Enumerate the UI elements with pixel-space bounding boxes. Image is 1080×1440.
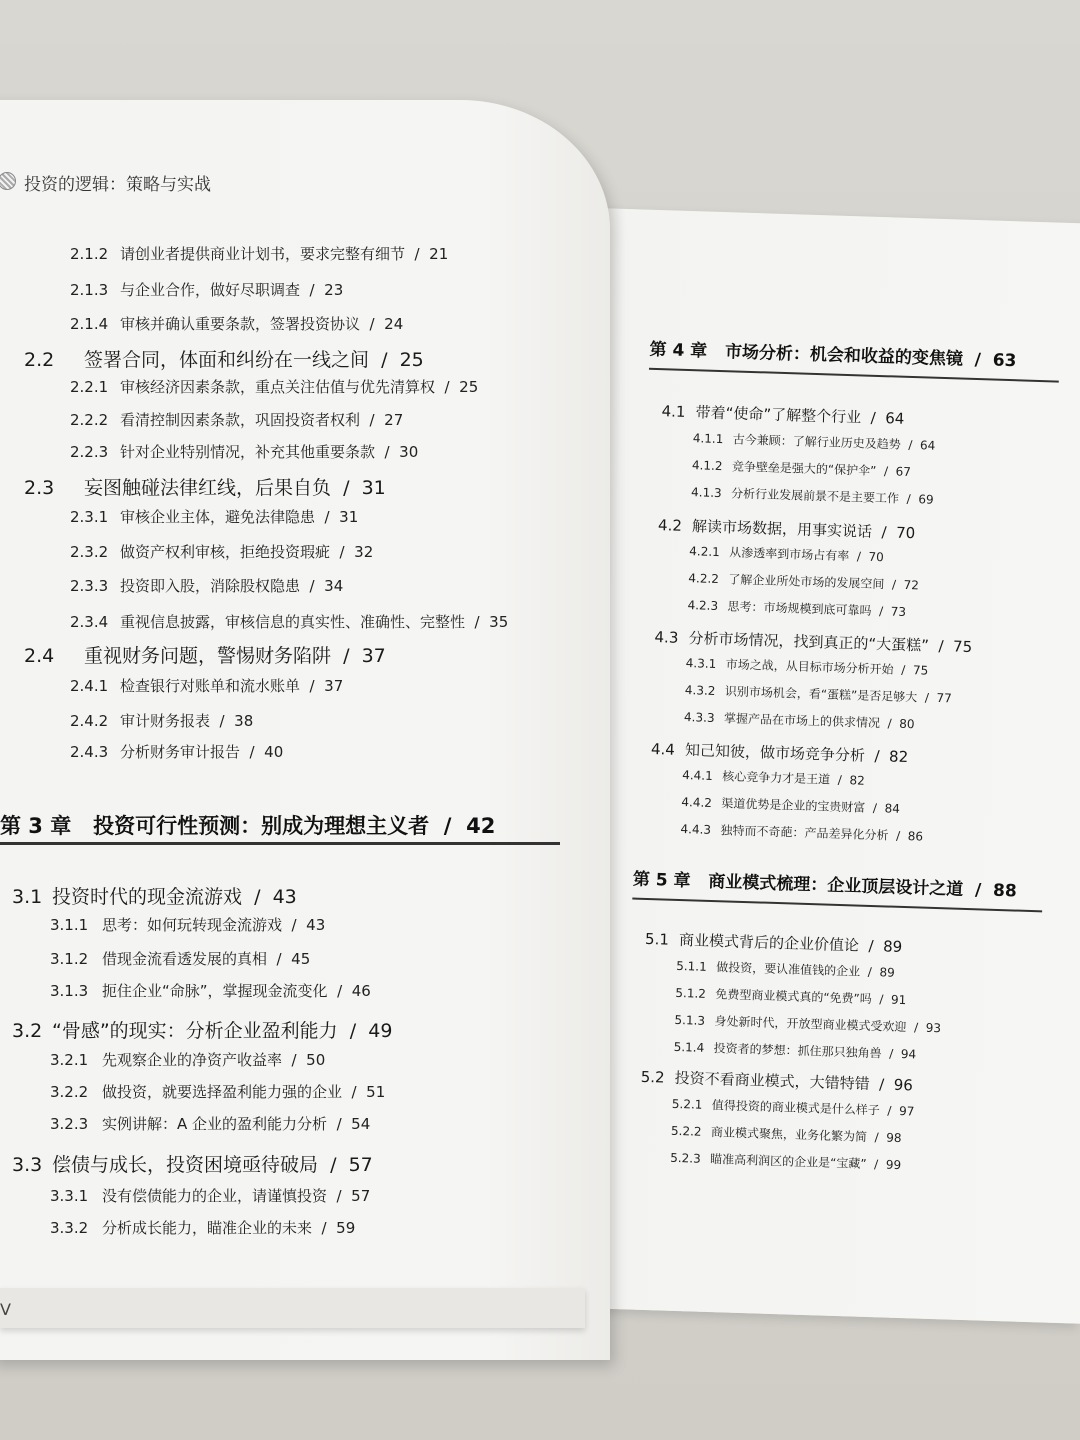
- toc-entry-number: 2.1.2: [70, 245, 109, 263]
- toc-entry-page: 98: [886, 1130, 902, 1146]
- chapter-title: 市场分析：机会和收益的变焦镜: [724, 342, 964, 370]
- toc-entry-title: 解读市场数据，用事实说话: [691, 517, 873, 541]
- toc-entry-number: 2.3: [24, 477, 55, 499]
- toc-entry-page: 35: [489, 613, 509, 631]
- toc-separator: /: [866, 1129, 887, 1145]
- toc-entry-number: 5.1.1: [676, 958, 707, 974]
- toc-entry-number: 3.1: [12, 886, 43, 908]
- toc-separator: /: [300, 577, 325, 595]
- toc-separator: /: [300, 281, 325, 299]
- toc-separator: /: [848, 549, 869, 564]
- chapter-label: 第 4 章: [649, 339, 708, 362]
- toc-entry-page: 43: [306, 916, 326, 934]
- toc-entry-number: 2.3.2: [70, 543, 109, 561]
- chapter5-heading: [633, 864, 1018, 901]
- toc-entry-number: 4.1.1: [692, 431, 724, 447]
- toc-entry-title: 偿债与成长，投资困境亟待破局: [52, 1154, 319, 1176]
- toc-entry-title: 了解企业所处市场的发展空间: [728, 572, 885, 592]
- toc-entry-page: 97: [898, 1103, 915, 1119]
- toc-separator: /: [465, 613, 490, 631]
- toc-separator: /: [906, 1020, 926, 1035]
- toc-separator: /: [871, 603, 892, 619]
- toc-entry-page: 43: [272, 886, 297, 908]
- toc-entry-title: 投资不看商业模式，大错特错: [674, 1068, 870, 1094]
- toc-subsection-entry: [688, 569, 919, 593]
- toc-entry-title: 借现金流看透发展的真相: [102, 950, 268, 968]
- toc-subsection-entry: [70, 611, 508, 632]
- toc-section-entry: [640, 1066, 913, 1096]
- toc-entry-page: 27: [384, 411, 404, 429]
- toc-entry-number: 2.4: [24, 645, 55, 667]
- toc-separator: /: [360, 315, 385, 333]
- toc-entry-page: 57: [348, 1154, 373, 1176]
- toc-entry-number: 2.2: [24, 349, 55, 371]
- right-page: [561, 208, 1080, 1324]
- toc-entry-page: 37: [324, 677, 344, 695]
- toc-entry-page: 82: [888, 747, 909, 767]
- toc-entry-page: 89: [882, 937, 903, 956]
- toc-separator: /: [435, 378, 460, 396]
- toc-entry-number: 4.4.3: [680, 821, 712, 837]
- toc-entry-title: 分析财务审计报告: [120, 743, 241, 761]
- toc-entry-number: 5.2.3: [669, 1150, 701, 1166]
- toc-subsection-entry: [50, 914, 325, 935]
- toc-entry-title: 扼住企业“命脉”，掌握现金流变化: [102, 982, 328, 1000]
- toc-entry-title: 商业模式背后的企业价值论: [678, 930, 860, 955]
- toc-entry-number: 2.3.4: [70, 613, 109, 631]
- toc-subsection-entry: [70, 541, 373, 562]
- toc-entry-page: 69: [918, 492, 934, 507]
- toc-separator: /: [330, 543, 355, 561]
- running-header: 投资的逻辑：策略与实战: [24, 175, 211, 195]
- toc-entry-title: 重视财务问题，警惕财务陷阱: [84, 645, 332, 667]
- toc-subsection-entry: [682, 766, 865, 789]
- chapter3-heading: [0, 810, 495, 840]
- toc-subsection-entry: [70, 575, 343, 596]
- toc-entry-page: 84: [884, 801, 901, 816]
- toc-entry-number: 4.3.1: [685, 656, 717, 671]
- toc-separator: /: [331, 477, 362, 499]
- toc-entry-number: 4.2.3: [687, 598, 719, 614]
- chapter-spacer: [71, 814, 93, 838]
- toc-entry-number: 2.2.3: [70, 443, 109, 461]
- toc-separator: /: [858, 936, 884, 956]
- toc-entry-title: 做资产权利审核，拒绝投资瑕疵: [120, 543, 331, 561]
- toc-section-entry: [24, 345, 424, 372]
- toc-entry-page: 73: [890, 604, 907, 619]
- toc-entry-title: 分析市场情况，找到真正的“大蛋糕”: [688, 629, 930, 655]
- toc-entry-title: 瞄准高利润区的企业是“宝藏”: [709, 1152, 867, 1171]
- toc-separator: /: [242, 886, 273, 908]
- toc-separator: /: [898, 491, 919, 507]
- toc-entry-page: 70: [895, 523, 916, 543]
- toc-entry-page: 51: [366, 1083, 386, 1101]
- toc-entry-title: 识别市场机会，看“蛋糕”是否足够大: [724, 684, 918, 705]
- chapter-spacer: [707, 342, 725, 363]
- toc-entry-page: 49: [368, 1020, 393, 1042]
- toc-subsection-entry: [685, 681, 952, 706]
- toc-entry-number: 2.3.3: [70, 577, 109, 595]
- toc-subsection-entry: [50, 1185, 370, 1206]
- toc-separator: /: [881, 1046, 902, 1061]
- toc-entry-title: 妄图触碰法律红线，后果自负: [84, 477, 332, 499]
- toc-entry-title: 带着“使命”了解整个行业: [695, 403, 862, 427]
- toc-entry-number: 2.4.1: [70, 677, 109, 695]
- toc-subsection-entry: [70, 506, 358, 527]
- toc-subsection-entry: [681, 793, 900, 817]
- toc-entry-page: 75: [912, 663, 929, 678]
- toc-entry-page: 31: [339, 508, 359, 526]
- toc-separator: /: [282, 916, 307, 934]
- toc-separator: /: [282, 1051, 307, 1069]
- toc-separator: /: [928, 636, 954, 656]
- toc-entry-number: 5.1: [644, 929, 670, 949]
- toc-entry-title: 古今兼顾：了解行业历史及趋势: [732, 432, 901, 452]
- toc-subsection-entry: [50, 1049, 325, 1070]
- toc-entry-number: 4.3.3: [683, 710, 715, 725]
- toc-entry-number: 5.2.1: [671, 1096, 703, 1112]
- toc-entry-number: 4.1.3: [690, 485, 722, 501]
- toc-entry-title: 请创业者提供商业计划书，要求完整有细节: [120, 245, 406, 263]
- toc-entry-page: 72: [903, 577, 920, 593]
- toc-entry-title: 身处新时代，开放型商业模式受欢迎: [714, 1014, 907, 1035]
- toc-subsection-entry: [672, 1095, 915, 1120]
- toc-entry-page: 82: [849, 773, 865, 788]
- toc-entry-page: 50: [306, 1051, 326, 1069]
- toc-entry-title: 分析行业发展前景不是主要工作: [730, 486, 900, 506]
- toc-separator: /: [879, 1103, 900, 1118]
- toc-entry-number: 4.3.2: [684, 683, 716, 698]
- toc-entry-page: 91: [890, 992, 907, 1008]
- toc-entry-title: 分析成长能力，瞄准企业的未来: [102, 1219, 313, 1237]
- toc-entry-number: 3.2.2: [50, 1083, 89, 1101]
- toc-subsection-entry: [70, 243, 448, 264]
- toc-subsection-entry: [70, 409, 403, 430]
- toc-subsection-entry: [50, 1217, 355, 1238]
- toc-entry-page: 30: [399, 443, 419, 461]
- chapter-label: 第 5 章: [632, 869, 691, 892]
- toc-separator: /: [369, 349, 400, 371]
- toc-separator: /: [962, 879, 994, 901]
- toc-entry-page: 89: [879, 965, 895, 980]
- toc-separator: /: [900, 437, 921, 453]
- toc-entry-page: 24: [384, 315, 404, 333]
- toc-entry-page: 25: [399, 349, 424, 371]
- toc-entry-page: 64: [884, 409, 905, 428]
- toc-entry-number: 2.1.4: [70, 315, 109, 333]
- toc-separator: /: [318, 1154, 349, 1176]
- toc-entry-title: 值得投资的商业模式是什么样子: [711, 1098, 881, 1118]
- toc-entry-number: 4.1: [661, 402, 686, 421]
- toc-entry-number: 3.1.2: [50, 950, 89, 968]
- toc-entry-number: 5.1.3: [674, 1012, 706, 1028]
- toc-entry-title: 审核并确认重要条款，签署投资协议: [120, 315, 361, 333]
- toc-separator: /: [312, 1219, 337, 1237]
- toc-separator: /: [300, 677, 325, 695]
- toc-entry-title: 投资时代的现金流游戏: [52, 886, 243, 908]
- toc-entry-page: 25: [459, 378, 479, 396]
- toc-subsection-entry: [671, 1122, 902, 1146]
- toc-entry-title: 与企业合作，做好尽职调查: [120, 281, 301, 299]
- toc-subsection-entry: [70, 675, 343, 696]
- toc-entry-number: 2.4.3: [70, 743, 109, 761]
- toc-entry-title: 检查银行对账单和流水账单: [120, 677, 301, 695]
- toc-entry-title: 知己知彼，做市场竞争分析: [684, 741, 866, 765]
- chapter-title: 投资可行性预测：别成为理想主义者: [93, 814, 430, 838]
- toc-subsection-entry: [70, 279, 343, 300]
- chapter4-heading: [649, 335, 1017, 372]
- toc-subsection-entry: [70, 313, 403, 334]
- toc-separator: /: [917, 690, 937, 705]
- toc-subsection-entry: [50, 980, 371, 1001]
- toc-entry-number: 3.2.1: [50, 1051, 89, 1069]
- toc-entry-page: 31: [361, 477, 386, 499]
- toc-separator: /: [869, 1075, 895, 1094]
- toc-separator: /: [829, 772, 850, 788]
- toc-separator: /: [210, 712, 235, 730]
- toc-separator: /: [429, 814, 467, 838]
- chapter-label: 第 3 章: [0, 814, 72, 838]
- toc-entry-page: 93: [925, 1020, 942, 1036]
- toc-entry-number: 2.4.2: [70, 712, 109, 730]
- toc-separator: /: [879, 716, 900, 731]
- toc-entry-number: 2.2.1: [70, 378, 109, 396]
- toc-separator: /: [888, 828, 908, 844]
- toc-entry-number: 4.2: [657, 516, 683, 535]
- toc-entry-title: 竞争壁垒是强大的“保护伞”: [731, 459, 877, 478]
- toc-subsection-entry: [680, 820, 923, 845]
- toc-entry-number: 4.3: [654, 628, 679, 647]
- toc-entry-number: 5.2.2: [670, 1123, 702, 1139]
- toc-separator: /: [327, 1115, 352, 1133]
- toc-entry-title: 重视信息披露，审核信息的真实性、准确性、完整性: [120, 613, 466, 631]
- toc-entry-page: 96: [893, 1075, 914, 1095]
- toc-entry-number: 3.2.3: [50, 1115, 89, 1133]
- toc-entry-title: 实例讲解：A 企业的盈利能力分析: [102, 1115, 328, 1133]
- toc-entry-page: 45: [291, 950, 311, 968]
- toc-entry-page: 64: [919, 438, 936, 453]
- toc-entry-title: 独特而不奇葩：产品差异化分析: [720, 823, 889, 843]
- toc-section-entry: [645, 928, 903, 957]
- toc-entry-title: 先观察企业的净资产收益率: [102, 1051, 283, 1069]
- toc-entry-page: 37: [361, 645, 386, 667]
- toc-entry-number: 2.2.2: [70, 411, 109, 429]
- toc-subsection-entry: [50, 948, 310, 969]
- toc-separator: /: [337, 1020, 369, 1042]
- toc-section-entry: [12, 1150, 373, 1177]
- toc-entry-number: 2.3.1: [70, 508, 109, 526]
- toc-subsection-entry: [70, 376, 478, 397]
- toc-entry-number: 4.4.2: [681, 794, 713, 810]
- toc-entry-page: 57: [351, 1187, 371, 1205]
- toc-section-entry: [651, 738, 909, 767]
- toc-entry-number: 3.3.2: [50, 1219, 89, 1237]
- toc-separator: /: [360, 411, 385, 429]
- toc-subsection-entry: [670, 1149, 901, 1173]
- toc-separator: /: [342, 1083, 367, 1101]
- toc-subsection-entry: [692, 456, 911, 480]
- toc-entry-number: 3.2: [12, 1020, 43, 1042]
- toc-separator: /: [860, 408, 886, 428]
- toc-subsection-entry: [50, 1113, 370, 1134]
- toc-separator: /: [315, 508, 340, 526]
- toc-separator: /: [864, 746, 890, 766]
- toc-section-entry: [658, 514, 916, 543]
- toc-separator: /: [871, 522, 897, 542]
- toc-separator: /: [865, 800, 885, 816]
- toc-entry-page: 77: [936, 690, 953, 706]
- toc-separator: /: [893, 662, 914, 678]
- toc-subsection-entry: [70, 710, 253, 731]
- toc-entry-page: 34: [324, 577, 344, 595]
- toc-section-entry: [24, 641, 386, 668]
- toc-entry-number: 3.3.1: [50, 1187, 89, 1205]
- toc-separator: /: [876, 463, 896, 479]
- toc-separator: /: [331, 645, 362, 667]
- toc-separator: /: [327, 982, 352, 1000]
- toc-section-entry: [12, 1016, 392, 1043]
- toc-entry-title: 思考：如何玩转现金流游戏: [102, 916, 283, 934]
- toc-entry-page: 67: [895, 464, 912, 480]
- toc-entry-title: 针对企业特别情况，补充其他重要条款: [120, 443, 376, 461]
- toc-entry-number: 4.4.1: [682, 767, 713, 783]
- toc-entry-title: 投资即入股，消除股权隐患: [120, 577, 301, 595]
- toc-separator: /: [866, 1156, 887, 1172]
- toc-separator: /: [267, 950, 292, 968]
- chapter-page: 42: [466, 814, 496, 838]
- toc-subsection-entry: [676, 957, 895, 981]
- toc-entry-title: 渠道优势是企业的宝贵财富: [721, 796, 866, 815]
- toc-entry-number: 4.4: [650, 740, 676, 759]
- toc-section-entry: [24, 473, 386, 500]
- toc-entry-title: 市场之战，从目标市场分析开始: [725, 657, 894, 677]
- toc-entry-page: 86: [907, 829, 924, 844]
- toc-entry-title: 核心竞争力才是王道: [721, 769, 831, 787]
- toc-entry-page: 59: [336, 1219, 356, 1237]
- toc-separator: /: [962, 349, 994, 371]
- toc-entry-title: 思考：市场规模到底可靠吗: [727, 599, 872, 618]
- toc-entry-number: 2.1.3: [70, 281, 109, 299]
- toc-subsection-entry: [687, 596, 906, 620]
- page-stack-edge: [0, 1288, 585, 1328]
- toc-separator: /: [375, 443, 400, 461]
- toc-entry-title: 投资者的梦想：抓住那只独角兽: [713, 1041, 882, 1061]
- chapter-spacer: [690, 871, 708, 892]
- toc-section-entry: [654, 626, 972, 657]
- toc-subsection-entry: [684, 708, 915, 732]
- toc-entry-title: 做投资，要认准值钱的企业: [715, 960, 861, 979]
- toc-entry-title: 商业模式聚焦，业务化繁为简: [710, 1125, 868, 1144]
- toc-entry-page: 75: [952, 637, 973, 657]
- toc-subsection-entry: [693, 429, 936, 454]
- toc-entry-title: 审核经济因素条款，重点关注估值与优先清算权: [120, 378, 436, 396]
- toc-subsection-entry: [70, 441, 418, 462]
- toc-entry-page: 94: [900, 1046, 917, 1062]
- toc-entry-page: 23: [324, 281, 344, 299]
- toc-entry-number: 4.2.1: [689, 544, 721, 560]
- toc-entry-page: 80: [899, 716, 915, 732]
- toc-entry-title: 签署合同，体面和纠纷在一线之间: [84, 349, 370, 371]
- page-number: V: [0, 1300, 11, 1319]
- toc-separator: /: [884, 577, 904, 592]
- toc-subsection-entry: [685, 654, 928, 679]
- toc-entry-number: 5.1.4: [673, 1039, 705, 1055]
- toc-entry-title: 掌握产品在市场上的供求情况: [723, 711, 881, 731]
- toc-subsection-entry: [673, 1038, 916, 1063]
- toc-entry-number: 3.1.3: [50, 982, 89, 1000]
- chapter-title: 商业模式梳理：企业顶层设计之道: [708, 871, 964, 900]
- toc-subsection-entry: [689, 542, 884, 565]
- toc-entry-page: 40: [264, 743, 284, 761]
- toc-subsection-entry: [70, 741, 283, 762]
- toc-entry-number: 4.2.2: [688, 571, 720, 587]
- toc-separator: /: [871, 992, 892, 1007]
- toc-entry-page: 32: [354, 543, 374, 561]
- toc-entry-number: 3.1.1: [50, 916, 89, 934]
- toc-entry-page: 21: [429, 245, 449, 263]
- toc-separator: /: [240, 743, 265, 761]
- chapter-rule: [0, 842, 560, 845]
- toc-entry-page: 46: [351, 982, 371, 1000]
- toc-entry-title: 从渗透率到市场占有率: [729, 545, 850, 564]
- chapter-page: 63: [992, 350, 1017, 372]
- toc-section-entry: [661, 400, 904, 429]
- toc-subsection-entry: [674, 1011, 941, 1036]
- toc-separator: /: [405, 245, 430, 263]
- toc-entry-title: 审核企业主体，避免法律隐患: [120, 508, 316, 526]
- toc-entry-number: 5.1.2: [675, 985, 707, 1001]
- toc-entry-page: 70: [868, 549, 885, 565]
- toc-entry-title: 没有偿债能力的企业，请谨慎投资: [102, 1187, 328, 1205]
- toc-entry-page: 54: [351, 1115, 371, 1133]
- toc-entry-number: 5.2: [640, 1067, 665, 1087]
- toc-section-entry: [12, 882, 297, 909]
- toc-entry-title: “骨感”的现实：分析企业盈利能力: [52, 1020, 338, 1042]
- toc-entry-title: 免费型商业模式真的“免费”吗: [715, 987, 872, 1007]
- toc-entry-page: 38: [234, 712, 254, 730]
- toc-entry-page: 99: [885, 1157, 902, 1173]
- toc-entry-title: 做投资，就要选择盈利能力强的企业: [102, 1083, 343, 1101]
- toc-entry-number: 3.3: [12, 1154, 43, 1176]
- toc-subsection-entry: [675, 984, 906, 1008]
- chapter-page: 88: [992, 880, 1018, 902]
- toc-separator: /: [327, 1187, 352, 1205]
- toc-entry-title: 审计财务报表: [120, 712, 211, 730]
- toc-entry-title: 看清控制因素条款，巩固投资者权利: [120, 411, 361, 429]
- toc-separator: /: [859, 964, 880, 980]
- toc-entry-number: 4.1.2: [691, 458, 723, 474]
- toc-subsection-entry: [50, 1081, 385, 1102]
- toc-subsection-entry: [691, 483, 934, 508]
